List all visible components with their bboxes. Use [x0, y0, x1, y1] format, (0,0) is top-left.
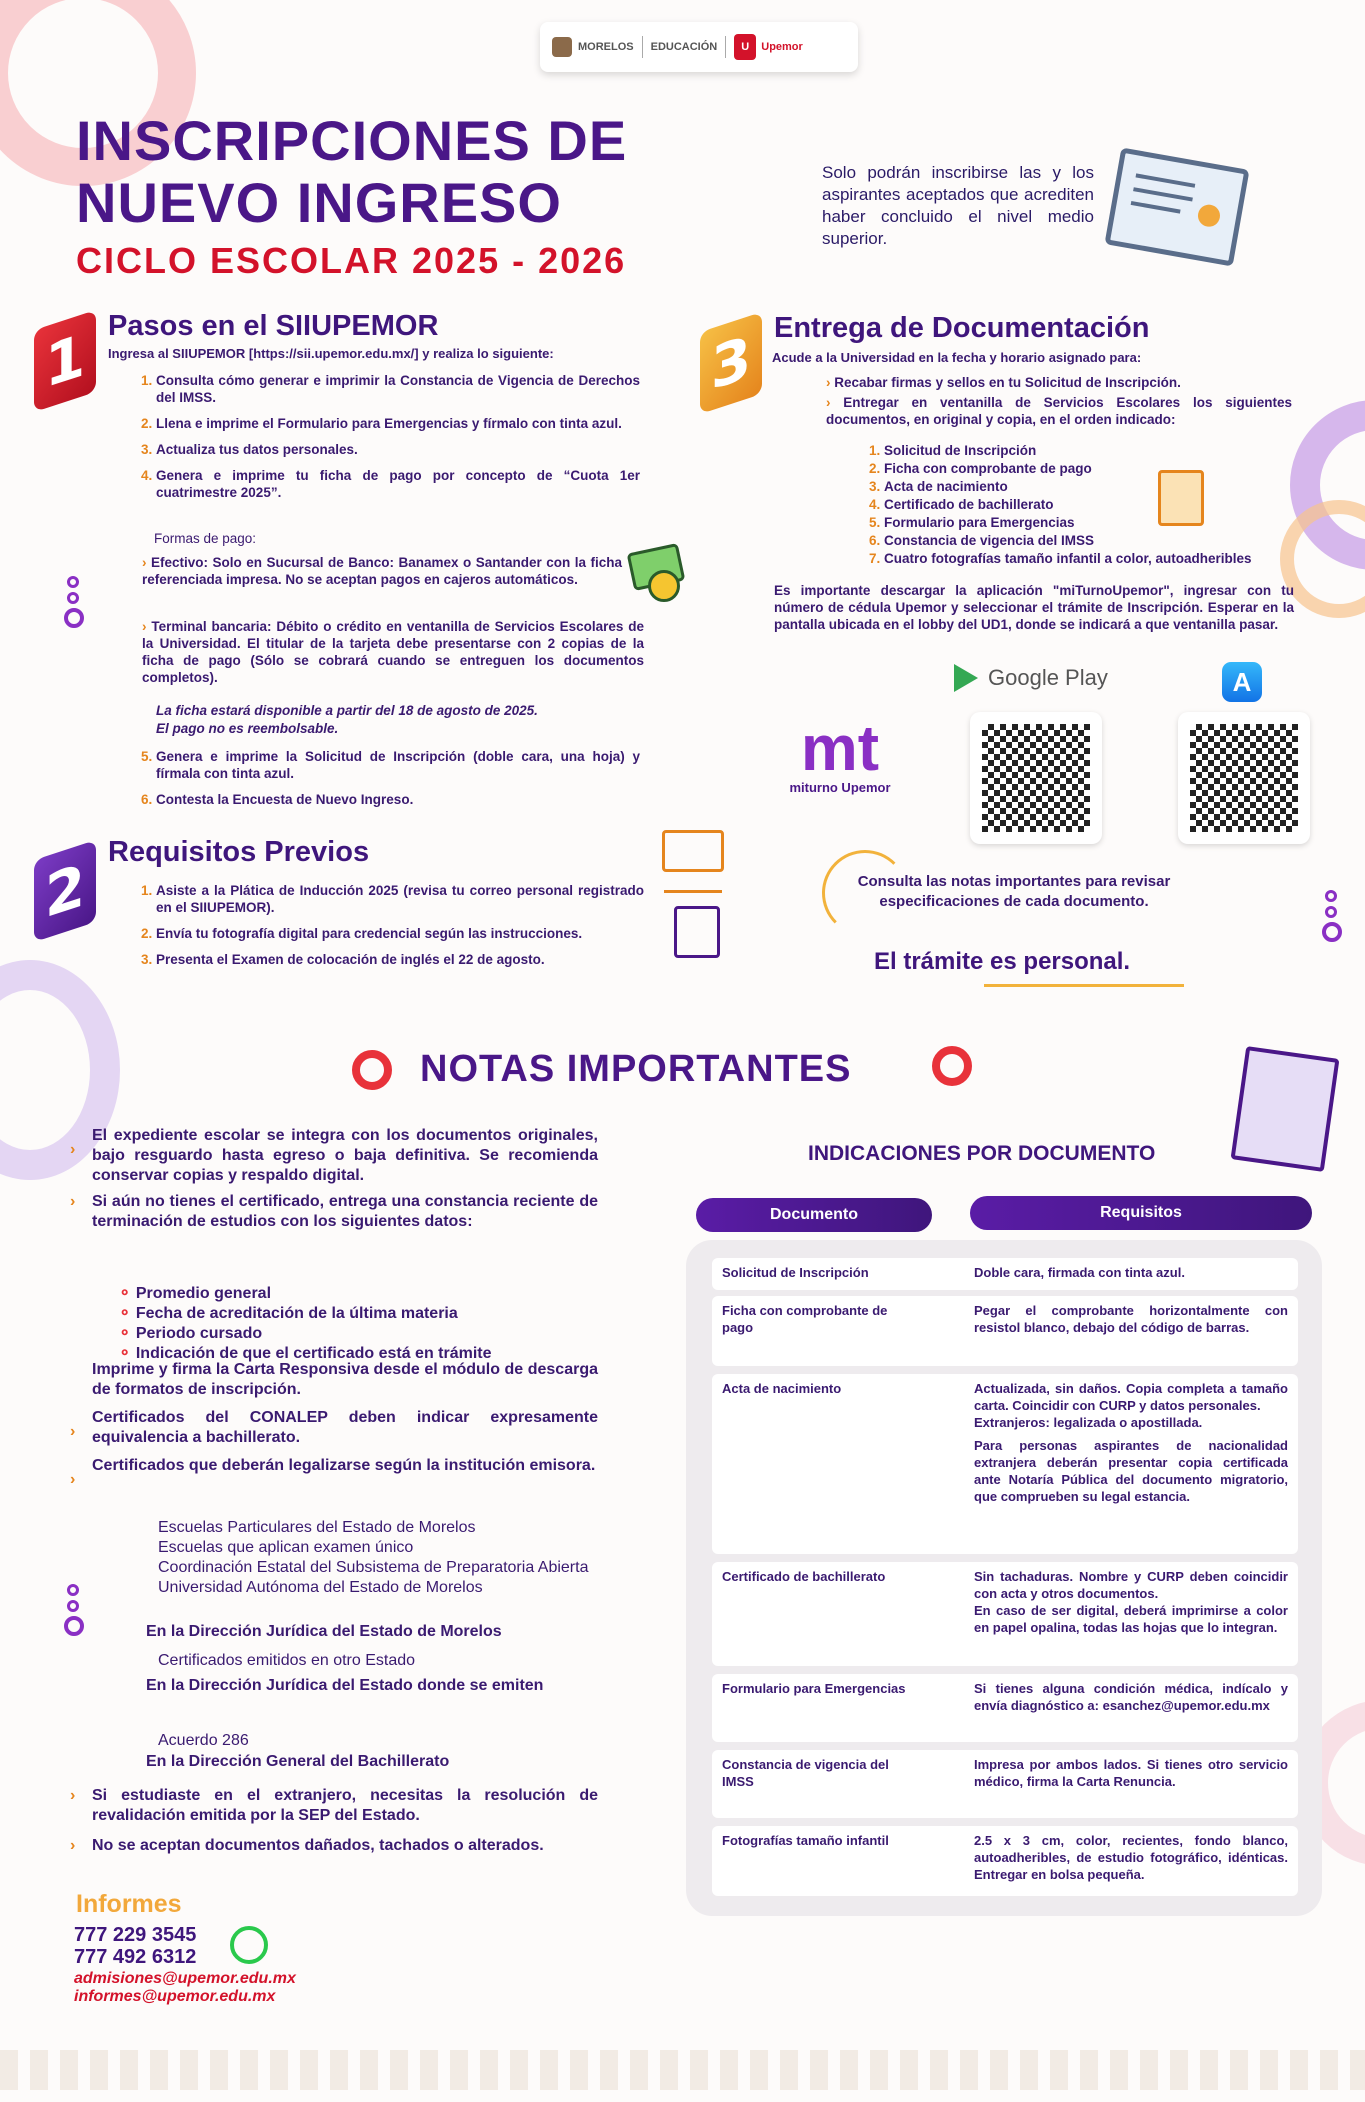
- contact-phone-2[interactable]: 777 492 6312: [74, 1946, 197, 1968]
- institution-logos: [540, 22, 858, 72]
- decor-dots-3: [64, 1584, 84, 1636]
- table-row: Acta de nacimiento Actualizada, sin daños. Copia completa a tamaño carta. Coincidir con CURP y datos personales. Extranjeros: legalizada o apostillada. Para personas aspirantes de nacionalidad extranjera deberán presentar copia certificada ante Notaría Pública del documento migratorio, que comprueben su legal estancia.: [712, 1374, 1298, 1554]
- miturno-logo-text: miturno Upemor: [789, 780, 891, 795]
- step-2: 2. Llena e imprime el Formulario para Emergencias y fírmalo con tinta azul.: [156, 415, 640, 432]
- section-3-title: Entrega de Documentación: [774, 312, 1150, 344]
- data-item-4: ⚬ Indicación de que el certificado está en trámite: [118, 1345, 492, 1362]
- logo-morelos-text: MORELOS: [578, 41, 634, 53]
- users-icon: [662, 830, 724, 872]
- qr-app-store[interactable]: [1178, 712, 1310, 844]
- whatsapp-icon[interactable]: [230, 1926, 268, 1964]
- section-1-steps-b: [136, 748, 640, 817]
- payment-label: Formas de pago:: [154, 531, 257, 546]
- section-1-number: 1: [34, 310, 96, 412]
- contact-email-2[interactable]: informes@upemor.edu.mx: [74, 1988, 276, 2005]
- section-3-bullet-1: › Recabar firmas y sellos en tu Solicitud de Inscripción.: [826, 375, 1181, 390]
- documents-icon: [1158, 470, 1204, 526]
- data-items: [118, 1284, 492, 1364]
- google-play-icon: [954, 664, 978, 692]
- contact-email-1[interactable]: admisiones@upemor.edu.mx: [74, 1970, 296, 1987]
- table-row: Solicitud de Inscripción Doble cara, firmada con tinta azul.: [712, 1258, 1298, 1290]
- availability-line-1: La ficha estará disponible a partir del 18 de agosto de 2025.: [156, 703, 538, 718]
- note-5: › Certificados que deberán legalizarse según la institución emisora.: [70, 1457, 596, 1488]
- payment-card-text: Terminal bancaria: Débito o crédito en ventanilla de Servicios Escolares de la Universidad. El titular de la tarjeta debe presentarse con 2 copias de la ficha de pago (Sólo se cobrará cuando se entreguen los documentos completos).: [142, 619, 644, 685]
- doc-item-5: 5. Formulario para Emergencias: [884, 514, 1306, 532]
- note-2: › Si aún no tienes el certificado, entrega una constancia reciente de terminación de estudios con los siguientes datos:: [70, 1193, 598, 1230]
- document-table: [686, 1240, 1322, 1916]
- photo-search-icon: [674, 906, 720, 958]
- section-2-steps: [136, 882, 644, 977]
- section-1-subtitle: Ingresa al SIIUPEMOR [https://sii.upemor.edu.mx/] y realiza lo siguiente:: [108, 346, 554, 361]
- payment-cash: › Efectivo: Solo en Sucursal de Banco: Banamex o Santander con la ficha referenciada impresa. No se aceptan pagos en cajeros automáticos.: [142, 555, 622, 587]
- decor-arc: [822, 850, 908, 936]
- data-item-1: ⚬ Promedio general: [118, 1285, 272, 1302]
- agreement: Acuerdo 286: [158, 1732, 249, 1749]
- table-col-documento: Documento: [696, 1198, 932, 1232]
- step-3: 3. Actualiza tus datos personales.: [156, 441, 640, 458]
- consult-note: Consulta las notas importantes para revisar especificaciones de cada documento.: [857, 873, 1171, 910]
- table-col-requisitos: Requisitos: [970, 1196, 1312, 1230]
- where-2: En la Dirección Jurídica del Estado donde se emiten: [146, 1677, 544, 1694]
- where-1: En la Dirección Jurídica del Estado de Morelos: [146, 1623, 502, 1640]
- notes-title: NOTAS IMPORTANTES: [420, 1048, 852, 1090]
- intro-text: Solo podrán inscribirse las y los aspirantes aceptados que acrediten haber concluido el nivel medio superior.: [822, 163, 1094, 248]
- certificate-icon: [1104, 147, 1249, 266]
- notes-ring-right: [932, 1046, 972, 1086]
- step-5: 5. Genera e imprime la Solicitud de Inscripción (doble cara, una hoja) y fírmala con tinta azul.: [156, 748, 640, 782]
- payment-card: › Terminal bancaria: Débito o crédito en ventanilla de Servicios Escolares de la Universidad. El titular de la tarjeta debe presentarse con 2 copias de la ficha de pago (Sólo se cobrará cuando se entreguen los documentos completos).: [142, 619, 644, 685]
- miturno-logo: [770, 712, 910, 795]
- section-2-title: Requisitos Previos: [108, 836, 370, 868]
- table-row: Formulario para Emergencias Si tienes alguna condición médica, indícalo y envía diagnóstico a: esanchez@upemor.edu.mx: [712, 1674, 1298, 1742]
- data-item-2: ⚬ Fecha de acreditación de la última materia: [118, 1305, 458, 1322]
- section-1-title: Pasos en el SIIUPEMOR: [108, 310, 439, 342]
- doc-item-7: 7. Cuatro fotografías tamaño infantil a color, autoadheribles: [884, 550, 1306, 568]
- note-6: › Si estudiaste en el extranjero, necesitas la resolución de revalidación emitida por la SEP del Estado.: [70, 1787, 598, 1824]
- doc-item-3: 3. Acta de nacimiento: [884, 478, 1306, 496]
- page-title-line2: NUEVO INGRESO: [76, 171, 562, 234]
- personal-underline: [984, 984, 1184, 987]
- schools-list: Escuelas Particulares del Estado de Morelos Escuelas que aplican examen único Coordinación Estatal del Subsistema de Preparatoria Abierta Universidad Autónoma del Estado de Morelos: [158, 1519, 589, 1596]
- step-4: 4. Genera e imprime tu ficha de pago por concepto de “Cuota 1er cuatrimestre 2025”.: [156, 467, 640, 501]
- footer-pattern: [0, 2050, 1365, 2090]
- google-play-badge[interactable]: [954, 664, 1108, 692]
- coin-icon: [648, 570, 680, 602]
- section-1-steps: [136, 372, 640, 510]
- note-3: Imprime y firma la Carta Responsiva desde el módulo de descarga de formatos de inscripción.: [92, 1361, 598, 1398]
- morelos-logo-icon: [552, 37, 572, 57]
- table-title: INDICACIONES POR DOCUMENTO: [808, 1142, 1156, 1165]
- notes-doc-icon: [1231, 1046, 1340, 1172]
- section-3-number: 3: [700, 312, 762, 414]
- page-subtitle: CICLO ESCOLAR 2025 - 2026: [76, 240, 627, 281]
- contact-title: Informes: [76, 1890, 182, 1918]
- step-6: 6. Contesta la Encuesta de Nuevo Ingreso.: [156, 791, 640, 808]
- note-4: › Certificados del CONALEP deben indicar expresamente equivalencia a bachillerato.: [70, 1409, 598, 1446]
- documents-list: [866, 442, 1306, 568]
- table-row: Constancia de vigencia del IMSS Impresa por ambos lados. Si tienes otro servicio médico, firma la Carta Renuncia.: [712, 1750, 1298, 1818]
- req-step-2: 2. Envía tu fotografía digital para credencial según las instrucciones.: [156, 925, 644, 942]
- req-step-3: 3. Presenta el Examen de colocación de inglés el 22 de agosto.: [156, 951, 644, 968]
- group-icon: [664, 872, 722, 893]
- note-1: › El expediente escolar se integra con los documentos originales, bajo resguardo hasta egreso o baja definitiva. Se recomienda conservar copias y respaldo digital.: [70, 1127, 598, 1184]
- table-row: Fotografías tamaño infantil 2.5 x 3 cm, color, recientes, fondo blanco, autoadheribles, de estudio fotográfico, idénticas. Entregar en bolsa pequeña.: [712, 1826, 1298, 1896]
- personal-note: El trámite es personal.: [874, 948, 1131, 975]
- where-3: En la Dirección General del Bachillerato: [146, 1753, 450, 1770]
- other-state: Certificados emitidos en otro Estado: [158, 1652, 416, 1669]
- section-2-number: 2: [34, 840, 96, 942]
- logo-educacion-text: EDUCACIÓN: [650, 41, 718, 53]
- doc-item-4: 4. Certificado de bachillerato: [884, 496, 1306, 514]
- payment-cash-text: Efectivo: Solo en Sucursal de Banco: Banamex o Santander con la ficha referenciada impresa. No se aceptan pagos en cajeros automáticos.: [142, 555, 622, 587]
- req-step-1: 1. Asiste a la Plática de Inducción 2025 (revisa tu correo personal registrado en el SIIUPEMOR).: [156, 882, 644, 916]
- app-note: Es importante descargar la aplicación "miTurnoUpemor", ingresar con tu número de cédula Upemor y seleccionar el trámite de Inscripción. Esperar en la pantalla ubicada en el lobby del UD1, donde se indicará a que ventanilla pasar.: [774, 583, 1294, 632]
- table-row: Certificado de bachillerato Sin tachaduras. Nombre y CURP deben coincidir con acta y otros documentos. En caso de ser digital, deberá imprimirse a color en papel opalina, todas las hojas que lo integran.: [712, 1562, 1298, 1666]
- table-row: Ficha con comprobante de pago Pegar el comprobante horizontalmente con resistol blanco, debajo del código de barras.: [712, 1296, 1298, 1366]
- section-3-subtitle: Acude a la Universidad en la fecha y horario asignado para:: [772, 350, 1142, 365]
- miturno-logo-mark: mt: [800, 712, 880, 784]
- qr-google-play[interactable]: [970, 712, 1102, 844]
- decor-dots-2: [1322, 890, 1342, 942]
- notes-ring-left: [352, 1050, 392, 1090]
- section-3-bullet-2: › Entregar en ventanilla de Servicios Escolares los siguientes documentos, en original y copia, en el orden indicado:: [826, 395, 1292, 427]
- google-play-label: Google Play: [988, 665, 1108, 690]
- step-1: 1. Consulta cómo generar e imprimir la Constancia de Vigencia de Derechos del IMSS.: [156, 372, 640, 406]
- upemor-logo-icon: U: [734, 34, 756, 60]
- logo-upemor-text: Upemor: [761, 41, 803, 53]
- decor-dots-1: [64, 576, 84, 628]
- note-7: › No se aceptan documentos dañados, tachados o alterados.: [70, 1837, 544, 1854]
- availability-line-2: El pago no es reembolsable.: [156, 721, 339, 736]
- page-title-line1: INSCRIPCIONES DE: [76, 109, 628, 172]
- doc-item-2: 2. Ficha con comprobante de pago: [884, 460, 1306, 478]
- app-store-icon[interactable]: A: [1222, 662, 1262, 702]
- data-item-3: ⚬ Periodo cursado: [118, 1325, 263, 1342]
- doc-item-6: 6. Constancia de vigencia del IMSS: [884, 532, 1306, 550]
- doc-item-1: 1. Solicitud de Inscripción: [884, 442, 1306, 460]
- contact-phone-1[interactable]: 777 229 3545: [74, 1924, 197, 1946]
- availability-note: [156, 702, 636, 738]
